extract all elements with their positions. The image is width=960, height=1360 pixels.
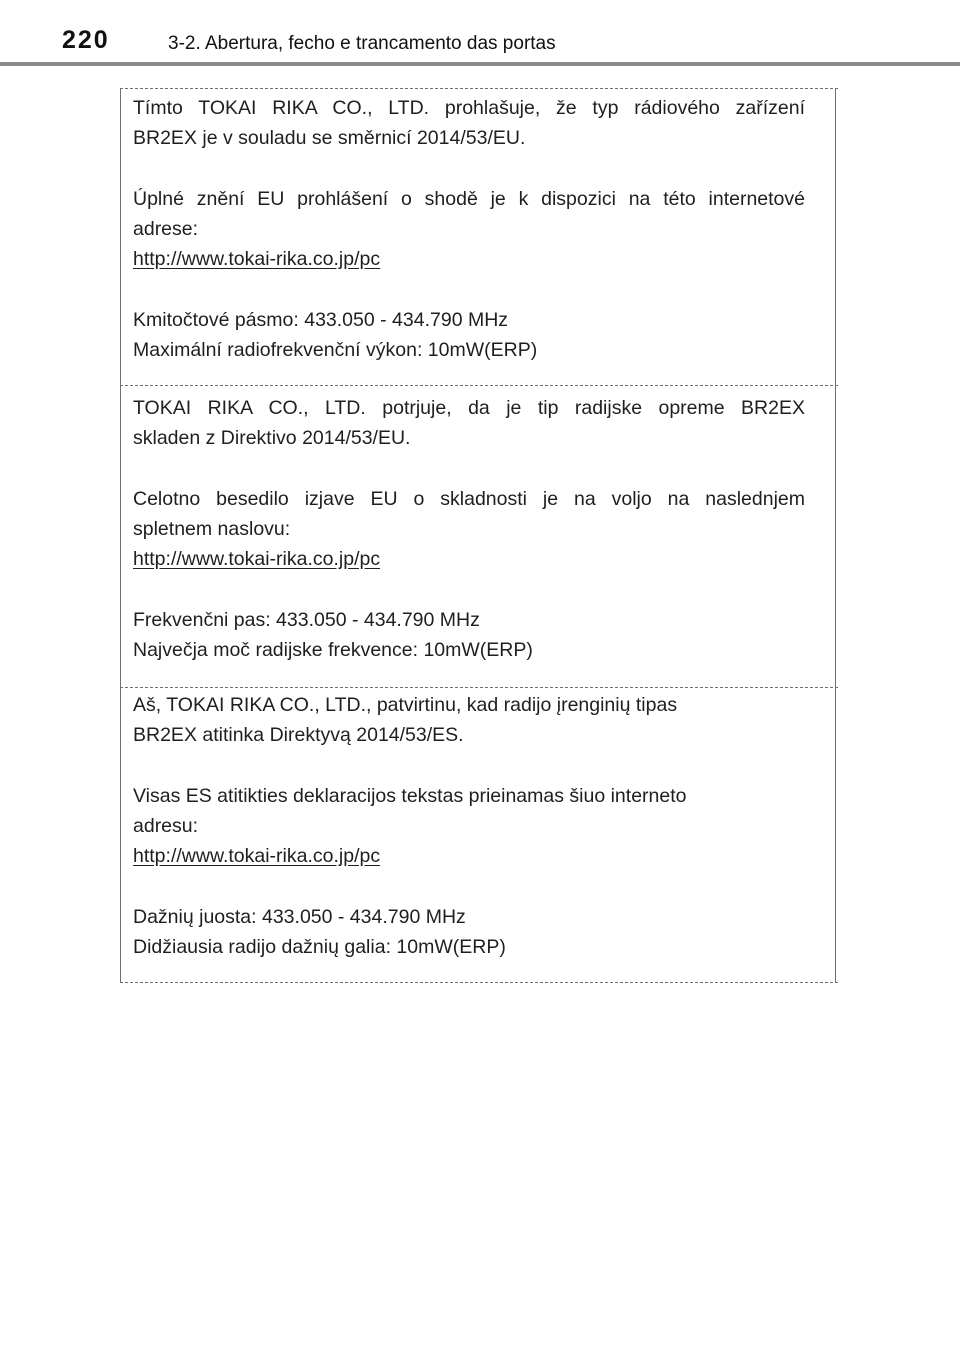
page-number: 220 — [62, 26, 110, 54]
dashed-divider-bottom — [120, 982, 838, 983]
declaration-url-link[interactable]: http://www.tokai-rika.co.jp/pc — [133, 548, 381, 570]
declaration-url-link[interactable]: http://www.tokai-rika.co.jp/pc — [133, 248, 381, 270]
statement-line-2: BR2EX je v souladu se směrnicí 2014/53/EU. — [133, 127, 526, 149]
header-rule — [0, 62, 960, 66]
dashed-divider-top — [120, 88, 838, 89]
dashed-divider-1 — [120, 385, 838, 386]
availability-line-2: spletnem naslovu: — [133, 518, 291, 540]
dashed-divider-2 — [120, 687, 838, 688]
statement-line-1: Aš, TOKAI RIKA CO., LTD., patvirtinu, kad radijo įrenginių tipas — [133, 694, 678, 716]
statement-line-2: skladen z Direktivo 2014/53/EU. — [133, 427, 411, 449]
frequency-band: Dažnių juosta: 433.050 - 434.790 MHz — [133, 906, 466, 928]
max-power: Didžiausia radijo dažnių galia: 10mW(ERP) — [133, 936, 506, 958]
declaration-url-link[interactable]: http://www.tokai-rika.co.jp/pc — [133, 845, 381, 867]
frequency-band: Kmitočtové pásmo: 433.050 - 434.790 MHz — [133, 309, 509, 331]
max-power: Največja moč radijske frekvence: 10mW(ERP) — [133, 639, 533, 661]
statement-line-1: TOKAI RIKA CO., LTD. potrjuje, da je tip radijske opreme BR2EX — [133, 397, 805, 419]
declaration-block-lithuanian — [133, 690, 805, 962]
availability-line-2: adrese: — [133, 218, 199, 240]
page-header — [0, 0, 960, 66]
availability-line-1: Visas ES atitikties deklaracijos tekstas prieinamas šiuo interneto — [133, 785, 687, 807]
statement-line-1: Tímto TOKAI RIKA CO., LTD. prohlašuje, že typ rádiového zařízení — [133, 97, 805, 119]
max-power: Maximální radiofrekvenční výkon: 10mW(ERP) — [133, 339, 538, 361]
frequency-band: Frekvenčni pas: 433.050 - 434.790 MHz — [133, 609, 480, 631]
availability-line-1: Úplné znění EU prohlášení o shodě je k dispozici na této internetové — [133, 188, 805, 210]
declaration-block-slovenian — [133, 393, 805, 665]
declaration-block-czech — [133, 93, 805, 365]
availability-line-1: Celotno besedilo izjave EU o skladnosti je na voljo na naslednjem — [133, 488, 805, 510]
statement-line-2: BR2EX atitinka Direktyvą 2014/53/ES. — [133, 724, 464, 746]
availability-line-2: adresu: — [133, 815, 199, 837]
section-title: 3-2. Abertura, fecho e trancamento das portas — [168, 33, 556, 54]
